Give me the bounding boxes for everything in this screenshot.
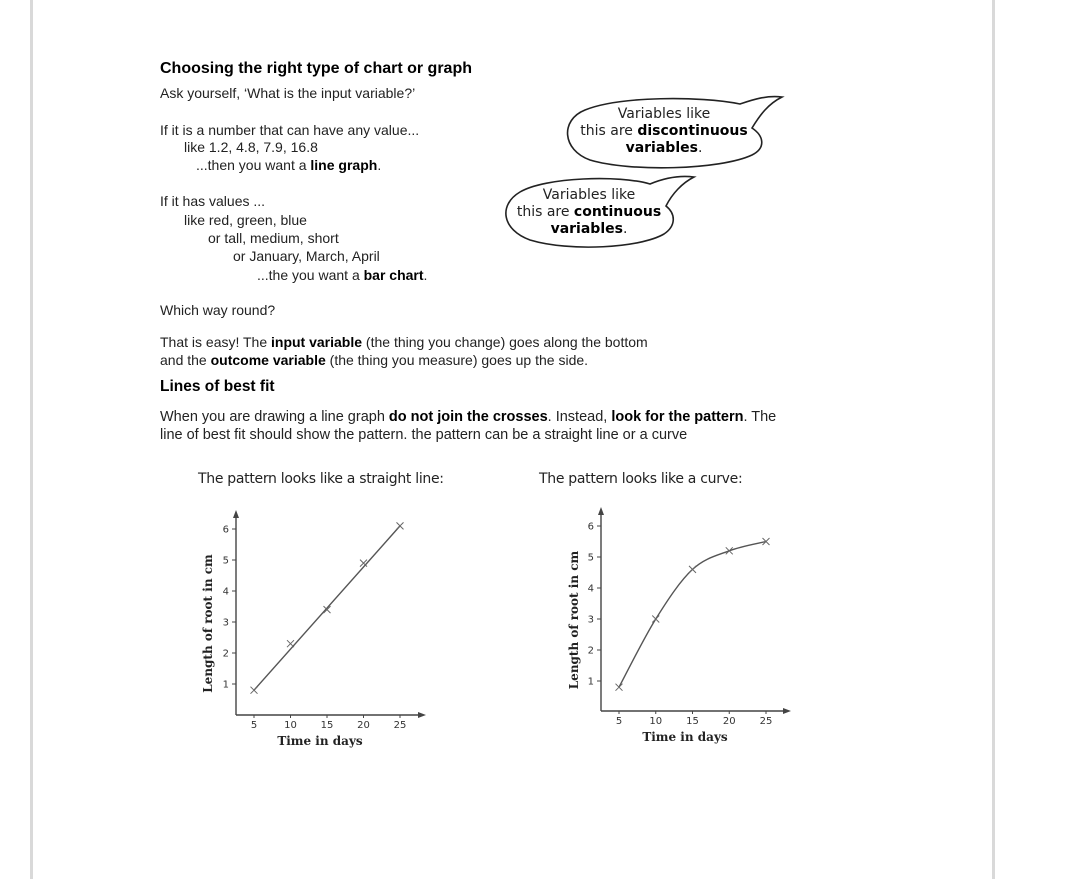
y-tick-label: 1 <box>587 676 594 688</box>
discontinuous-line-5-suffix: . <box>423 267 428 283</box>
continuous-line-3-prefix: ...then you want a <box>196 157 311 173</box>
caption-straight-line: The pattern looks like a straight line: <box>198 471 444 487</box>
line-of-best-fit <box>254 526 400 690</box>
continuous-line-1: If it is a number that can have any value... <box>160 122 420 138</box>
x-tick-label: 20 <box>357 720 370 731</box>
do-not-join-term: do not join the crosses <box>388 409 548 425</box>
discontinuous-line-5-prefix: ...the you want a <box>257 267 364 283</box>
discontinuous-term: discontinuous <box>637 123 748 139</box>
continuous-term: continuous <box>573 204 662 220</box>
data-point-cross-icon <box>397 522 404 529</box>
data-point-cross-icon <box>616 684 623 691</box>
data-point-cross-icon <box>652 616 659 623</box>
data-point-cross-icon <box>726 547 733 554</box>
continuous-line-2: like 1.2, 4.8, 7.9, 16.8 <box>184 139 318 155</box>
x-axis-arrow-icon <box>783 708 791 714</box>
discontinuous-line-4: or January, March, April <box>233 248 380 264</box>
line-graph-term: line graph <box>310 157 378 173</box>
x-tick-label: 10 <box>649 716 663 727</box>
outcome-variable-term: outcome variable <box>210 352 326 368</box>
bubble-discontinuous-period: . <box>697 140 703 156</box>
bubble-discontinuous-prefix: this are <box>580 123 638 139</box>
bar-chart-term: bar chart <box>363 267 424 283</box>
input-variable-term: input variable <box>271 334 363 350</box>
input-variable-question: Ask yourself, ‘What is the input variable?’ <box>160 85 416 101</box>
variables-term: variables <box>625 140 698 156</box>
x-tick-label: 5 <box>250 720 258 731</box>
axes-para-2-prefix: and the <box>160 352 211 368</box>
x-tick-label: 15 <box>320 720 334 731</box>
x-tick-label: 25 <box>759 716 773 727</box>
section-title-best-fit: Lines of best fit <box>160 378 275 395</box>
data-point-cross-icon <box>360 560 367 567</box>
which-way-round-question: Which way round? <box>160 302 276 318</box>
look-for-pattern-term: look for the pattern <box>611 409 744 425</box>
y-tick-label: 6 <box>222 524 229 536</box>
bubble-continuous-prefix: this are <box>516 204 574 220</box>
y-tick-label: 2 <box>222 648 229 660</box>
discontinuous-line-1: If it has values ... <box>160 193 266 209</box>
x-tick-label: 25 <box>393 720 407 731</box>
best-fit-para-1-suffix: . The <box>743 409 777 425</box>
y-tick-label: 3 <box>587 614 594 626</box>
data-point-cross-icon <box>251 687 258 694</box>
data-point-cross-icon <box>287 640 294 647</box>
axes-para-1-suffix: (the thing you change) goes along the bottom <box>362 334 648 350</box>
bubble-continuous-line-1: Variables like <box>542 187 636 203</box>
discontinuous-line-2: like red, green, blue <box>184 212 307 228</box>
y-axis-label: Length of root in cm <box>567 550 581 690</box>
variables-term: variables <box>550 221 623 237</box>
x-tick-label: 15 <box>686 716 699 727</box>
section-title-chart-choice: Choosing the right type of chart or graph <box>160 60 472 77</box>
x-axis-arrow-icon <box>418 712 426 718</box>
best-fit-para-1-prefix: When you are drawing a line graph <box>160 409 389 425</box>
y-tick-label: 5 <box>222 555 229 567</box>
y-axis-arrow-icon <box>233 510 239 518</box>
best-fit-paragraph-line-2: line of best fit should show the pattern. the pattern can be a straight line or a curve <box>160 427 688 443</box>
x-tick-label: 5 <box>615 716 623 727</box>
axes-para-1-prefix: That is easy! The <box>160 334 272 350</box>
y-tick-label: 3 <box>222 617 229 629</box>
discontinuous-line-3: or tall, medium, short <box>208 230 339 246</box>
y-axis-arrow-icon <box>598 507 604 515</box>
continuous-line-3-suffix: . <box>377 157 382 173</box>
axes-para-2-suffix: (the thing you measure) goes up the side. <box>325 352 589 368</box>
y-tick-label: 2 <box>587 645 594 657</box>
y-axis-label: Length of root in cm <box>201 554 215 693</box>
curve-of-best-fit <box>619 542 766 688</box>
caption-curve: The pattern looks like a curve: <box>539 471 743 487</box>
y-tick-label: 5 <box>587 552 594 564</box>
bubble-continuous-period: . <box>622 221 628 237</box>
y-tick-label: 4 <box>587 583 594 595</box>
y-tick-label: 6 <box>587 521 594 533</box>
data-point-cross-icon <box>689 566 696 573</box>
x-tick-label: 10 <box>284 720 297 731</box>
y-tick-label: 1 <box>222 679 229 691</box>
x-tick-label: 20 <box>722 716 736 727</box>
best-fit-para-1-mid: . Instead, <box>547 409 612 425</box>
y-tick-label: 4 <box>222 586 229 598</box>
x-axis-label: Time in days <box>642 730 728 744</box>
x-axis-label: Time in days <box>277 734 363 748</box>
bubble-discontinuous-line-1: Variables like <box>617 106 711 122</box>
